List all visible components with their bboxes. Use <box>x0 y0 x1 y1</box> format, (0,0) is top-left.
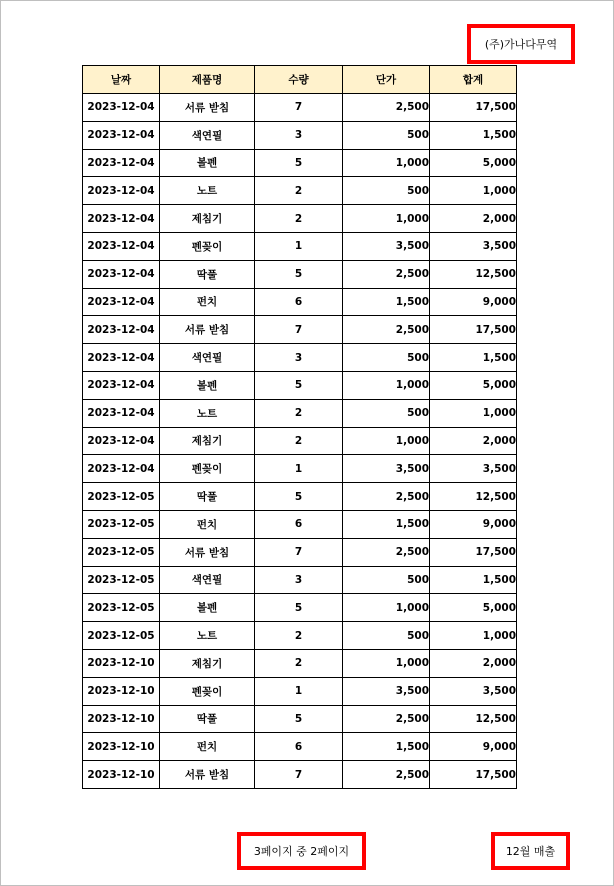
cell-date: 2023-12-04 <box>83 260 160 288</box>
cell-product: 서류 받침 <box>160 538 255 566</box>
cell-unit-price: 1,000 <box>343 149 430 177</box>
cell-total: 17,500 <box>430 316 517 344</box>
cell-total: 17,500 <box>430 761 517 789</box>
cell-date: 2023-12-04 <box>83 288 160 316</box>
cell-date: 2023-12-05 <box>83 594 160 622</box>
cell-quantity: 7 <box>255 761 343 789</box>
cell-product: 펀치 <box>160 733 255 761</box>
cell-total: 3,500 <box>430 232 517 260</box>
cell-unit-price: 2,500 <box>343 483 430 511</box>
table-body <box>83 94 517 789</box>
cell-unit-price: 500 <box>343 121 430 149</box>
cell-unit-price: 1,500 <box>343 510 430 538</box>
column-header-total: 합계 <box>430 66 517 94</box>
cell-total: 1,000 <box>430 177 517 205</box>
cell-product: 펀치 <box>160 510 255 538</box>
cell-date: 2023-12-10 <box>83 761 160 789</box>
table-row <box>83 455 517 483</box>
cell-product: 서류 받침 <box>160 94 255 122</box>
cell-product: 펜꽂이 <box>160 455 255 483</box>
cell-unit-price: 3,500 <box>343 455 430 483</box>
table-row <box>83 705 517 733</box>
cell-unit-price: 2,500 <box>343 94 430 122</box>
cell-quantity: 6 <box>255 288 343 316</box>
page-number-footer <box>237 832 366 870</box>
cell-total: 9,000 <box>430 510 517 538</box>
table-row <box>83 538 517 566</box>
table-row <box>83 510 517 538</box>
cell-unit-price: 500 <box>343 622 430 650</box>
cell-total: 1,500 <box>430 566 517 594</box>
table-row <box>83 399 517 427</box>
cell-product: 볼펜 <box>160 371 255 399</box>
cell-product: 제침기 <box>160 205 255 233</box>
table-row <box>83 288 517 316</box>
cell-total: 5,000 <box>430 594 517 622</box>
cell-date: 2023-12-04 <box>83 399 160 427</box>
table-row <box>83 149 517 177</box>
cell-quantity: 2 <box>255 399 343 427</box>
table-row <box>83 177 517 205</box>
company-name-header <box>467 24 575 64</box>
company-name: (주)가나다무역 <box>484 38 558 51</box>
cell-date: 2023-12-04 <box>83 205 160 233</box>
table-row <box>83 344 517 372</box>
cell-total: 3,500 <box>430 455 517 483</box>
cell-quantity: 5 <box>255 260 343 288</box>
column-header-date: 날짜 <box>83 66 160 94</box>
cell-product: 색연필 <box>160 566 255 594</box>
cell-product: 제침기 <box>160 427 255 455</box>
cell-quantity: 2 <box>255 427 343 455</box>
cell-date: 2023-12-10 <box>83 649 160 677</box>
cell-total: 1,500 <box>430 121 517 149</box>
cell-date: 2023-12-04 <box>83 427 160 455</box>
cell-product: 제침기 <box>160 649 255 677</box>
cell-date: 2023-12-04 <box>83 149 160 177</box>
cell-product: 펜꽂이 <box>160 232 255 260</box>
cell-quantity: 5 <box>255 705 343 733</box>
cell-unit-price: 500 <box>343 399 430 427</box>
cell-unit-price: 3,500 <box>343 232 430 260</box>
cell-quantity: 7 <box>255 538 343 566</box>
cell-product: 딱풀 <box>160 483 255 511</box>
cell-total: 12,500 <box>430 705 517 733</box>
cell-total: 1,000 <box>430 622 517 650</box>
cell-date: 2023-12-10 <box>83 677 160 705</box>
cell-quantity: 1 <box>255 677 343 705</box>
cell-product: 노트 <box>160 177 255 205</box>
cell-total: 5,000 <box>430 149 517 177</box>
table-row <box>83 316 517 344</box>
cell-total: 9,000 <box>430 733 517 761</box>
table-row <box>83 677 517 705</box>
cell-quantity: 3 <box>255 566 343 594</box>
table-row <box>83 232 517 260</box>
table-row <box>83 371 517 399</box>
cell-total: 12,500 <box>430 483 517 511</box>
cell-quantity: 1 <box>255 455 343 483</box>
cell-quantity: 1 <box>255 232 343 260</box>
cell-quantity: 3 <box>255 344 343 372</box>
cell-date: 2023-12-04 <box>83 455 160 483</box>
cell-product: 펜꽂이 <box>160 677 255 705</box>
cell-quantity: 5 <box>255 594 343 622</box>
cell-product: 색연필 <box>160 121 255 149</box>
column-header-unit-price: 단가 <box>343 66 430 94</box>
cell-unit-price: 2,500 <box>343 316 430 344</box>
cell-quantity: 2 <box>255 622 343 650</box>
cell-quantity: 7 <box>255 94 343 122</box>
cell-total: 12,500 <box>430 260 517 288</box>
cell-unit-price: 500 <box>343 344 430 372</box>
cell-product: 펀치 <box>160 288 255 316</box>
cell-date: 2023-12-04 <box>83 371 160 399</box>
cell-unit-price: 1,000 <box>343 427 430 455</box>
month-label: 12월 매출 <box>505 845 556 858</box>
cell-unit-price: 3,500 <box>343 677 430 705</box>
cell-date: 2023-12-04 <box>83 232 160 260</box>
page-info: 3페이지 중 2페이지 <box>253 845 350 858</box>
cell-product: 서류 받침 <box>160 316 255 344</box>
cell-product: 색연필 <box>160 344 255 372</box>
cell-unit-price: 500 <box>343 566 430 594</box>
cell-unit-price: 1,000 <box>343 205 430 233</box>
table-row <box>83 566 517 594</box>
cell-total: 2,000 <box>430 649 517 677</box>
cell-unit-price: 1,000 <box>343 649 430 677</box>
table-row <box>83 761 517 789</box>
cell-product: 볼펜 <box>160 149 255 177</box>
cell-quantity: 6 <box>255 510 343 538</box>
cell-total: 2,000 <box>430 427 517 455</box>
cell-date: 2023-12-10 <box>83 705 160 733</box>
cell-unit-price: 2,500 <box>343 705 430 733</box>
table-row <box>83 205 517 233</box>
cell-unit-price: 1,000 <box>343 594 430 622</box>
table-row <box>83 594 517 622</box>
cell-quantity: 2 <box>255 649 343 677</box>
cell-product: 서류 받침 <box>160 761 255 789</box>
cell-quantity: 2 <box>255 205 343 233</box>
month-label-footer <box>491 832 570 870</box>
table-row <box>83 733 517 761</box>
cell-date: 2023-12-05 <box>83 622 160 650</box>
cell-quantity: 6 <box>255 733 343 761</box>
cell-total: 1,500 <box>430 344 517 372</box>
cell-quantity: 3 <box>255 121 343 149</box>
cell-unit-price: 2,500 <box>343 260 430 288</box>
cell-total: 17,500 <box>430 94 517 122</box>
cell-total: 17,500 <box>430 538 517 566</box>
cell-total: 3,500 <box>430 677 517 705</box>
cell-unit-price: 1,500 <box>343 288 430 316</box>
table-row <box>83 649 517 677</box>
cell-unit-price: 2,500 <box>343 761 430 789</box>
cell-date: 2023-12-05 <box>83 566 160 594</box>
cell-product: 노트 <box>160 399 255 427</box>
cell-unit-price: 500 <box>343 177 430 205</box>
sales-table <box>82 65 517 789</box>
cell-total: 2,000 <box>430 205 517 233</box>
cell-product: 딱풀 <box>160 260 255 288</box>
cell-date: 2023-12-10 <box>83 733 160 761</box>
cell-quantity: 5 <box>255 149 343 177</box>
cell-date: 2023-12-05 <box>83 483 160 511</box>
column-header-product: 제품명 <box>160 66 255 94</box>
cell-unit-price: 1,500 <box>343 733 430 761</box>
cell-date: 2023-12-05 <box>83 538 160 566</box>
cell-date: 2023-12-04 <box>83 121 160 149</box>
column-header-quantity: 수량 <box>255 66 343 94</box>
cell-product: 노트 <box>160 622 255 650</box>
table-row <box>83 121 517 149</box>
cell-date: 2023-12-05 <box>83 510 160 538</box>
cell-quantity: 2 <box>255 177 343 205</box>
cell-quantity: 5 <box>255 483 343 511</box>
cell-quantity: 5 <box>255 371 343 399</box>
cell-date: 2023-12-04 <box>83 344 160 372</box>
cell-total: 9,000 <box>430 288 517 316</box>
table-header-row <box>83 66 517 94</box>
cell-total: 5,000 <box>430 371 517 399</box>
table-row <box>83 483 517 511</box>
cell-date: 2023-12-04 <box>83 316 160 344</box>
table-row <box>83 427 517 455</box>
table-row <box>83 94 517 122</box>
cell-total: 1,000 <box>430 399 517 427</box>
cell-quantity: 7 <box>255 316 343 344</box>
cell-product: 볼펜 <box>160 594 255 622</box>
table-row <box>83 260 517 288</box>
table-row <box>83 622 517 650</box>
cell-unit-price: 1,000 <box>343 371 430 399</box>
cell-product: 딱풀 <box>160 705 255 733</box>
cell-date: 2023-12-04 <box>83 177 160 205</box>
cell-unit-price: 2,500 <box>343 538 430 566</box>
cell-date: 2023-12-04 <box>83 94 160 122</box>
